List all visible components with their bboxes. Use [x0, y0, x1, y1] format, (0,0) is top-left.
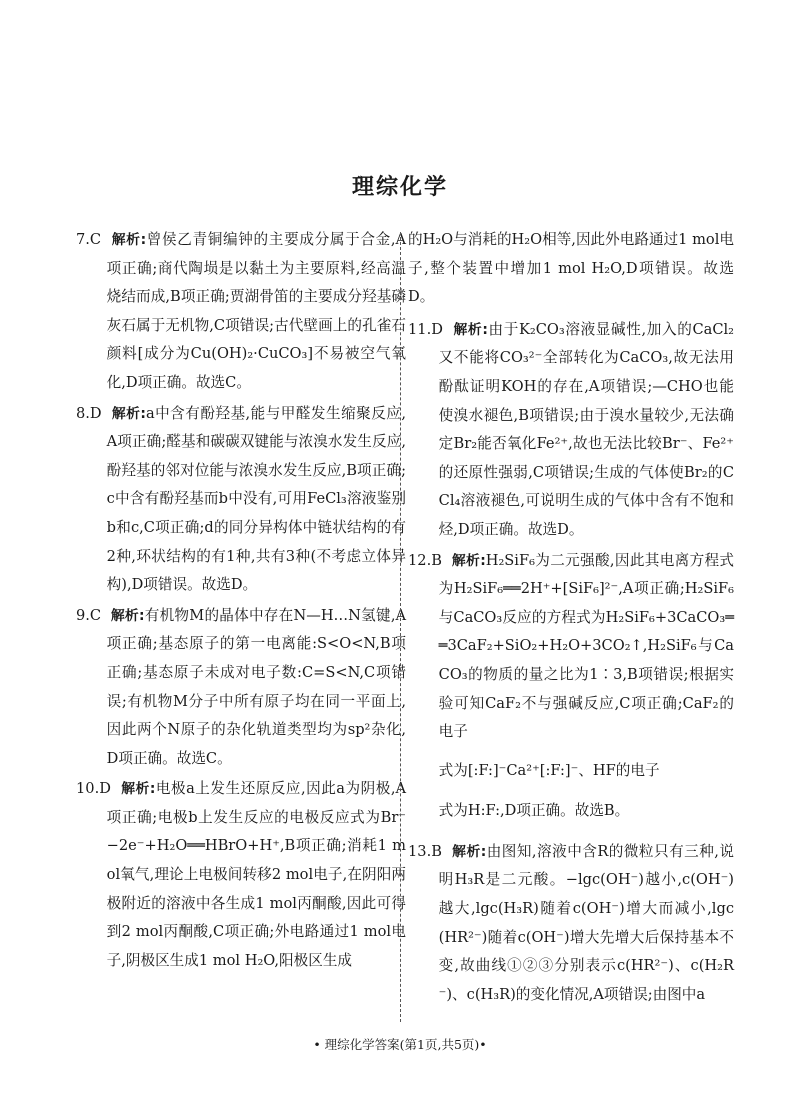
answer-item-8: 8.D 解析:a中含有酚羟基,能与甲醛发生缩聚反应,A项正确;醛基和碳碳双键能与浓溴水发生反应,酚羟基的邻对位能与浓溴水发生反应,B项正确;c中含有酚羟基而b中没有,可用FeCl₃溶液鉴别b和c,C项正确;d的同分异构体中链状结构的有2种,环状结构的有1种,共有3种(不考虑立体异构),D项错误。故选D。 [76, 404, 406, 594]
page-title: 理综化学 [351, 175, 448, 200]
answer-item-9: 9.C 解析:有机物M的晶体中存在N—H…N氢键,A项正确;基态原子的第一电离能:S<O<N,B项正确;基态原子未成对电子数:C=S<N,C项错误;有机物M分子中所有原子均在同一平面上,因此两个N原子的杂化轨道类型均为sp²杂化,D项正确。故选C。 [76, 606, 407, 767]
left-column [76, 226, 406, 977]
answer-item-10: 10.D 解析:电极a上发生还原反应,因此a为阴极,A项正确;电极b上发生反应的电极反应式为Br⁻−2e⁻+H₂O══HBrO+H⁺,B项正确;消耗1 mol氧气,理论上电极间转移2 mol电子,在阴阳两极附近的溶液中各生成1 mol丙酮酸,因此可得到2 mol丙酮酸,C项正确;外电路通过1 mol电子,阴极区生成1 mol H₂O,阳极区生成 [76, 780, 406, 969]
right-column [408, 226, 734, 1011]
answer-item-12: 12.B 解析:H₂SiF₆为二元强酸,因此其电离方程式为H₂SiF₆══2H⁺+[SiF₆]²⁻,A项正确;H₂SiF₆与CaCO₃反应的方程式为H₂SiF₆+3CaCO₃══3CaF₂+SiO₂+H₂O+3CO₂↑,H₂SiF₆与CaCO₃的物质的量之比为1∶3,B项错误;根据实验可知CaF₂不与强碱反应,C项正确;CaF₂的电子 [408, 551, 735, 741]
electron-formula-caf2: 式为[:F:]⁻Ca²⁺[:F:]⁻、HF的电子 [438, 761, 660, 779]
column-divider [400, 232, 401, 1022]
page-footer: • 理综化学答案(第1页,共5页)• [313, 1037, 487, 1052]
answer-item-7: 7.C 解析:曾侯乙青铜编钟的主要成分属于合金,A项正确;商代陶埙是以黏土为主要原料,经高温烧结而成,B项正确;贾湖骨笛的主要成分羟基磷灰石属于无机物,C项错误;古代壁画上的孔雀石颜料[成分为Cu(OH)₂·CuCO₃]不易被空气氧化,D项正确。故选C。 [76, 231, 407, 391]
answer-item-13: 13.B 解析:由图知,溶液中含R的微粒只有三种,说明H₃R是二元酸。−lgc(OH⁻)越小,c(OH⁻)越大,lgc(H₃R)随着c(OH⁻)增大而减小,lgc(HR²⁻)随着c(OH⁻)增大先增大后保持基本不变,故曲线①②③分别表示c(HR²⁻)、c(H₂R⁻)、c(H₃R)的变化情况,A项错误;由图中a [408, 842, 734, 1003]
electron-formula-hf: 式为H:F:,D项正确。故选B。 [438, 802, 630, 820]
answer-item-11: 11.D 解析:由于K₂CO₃溶液显碱性,加入的CaCl₂又不能将CO₃²⁻全部转化为CaCO₃,故无法用酚酞证明KOH的存在,A项错误;—CHO也能使溴水褪色,B项错误;由于溴水量较少,无法确定Br₂能否氧化Fe²⁺,故也无法比较Br⁻、Fe²⁺的还原性强弱,C项错误;生成的气体使Br₂的CCl₄溶液褪色,可说明生成的气体中含有不饱和烃,D项正确。故选D。 [408, 320, 735, 538]
answer-item-10-continued: 的H₂O与消耗的H₂O相等,因此外电路通过1 mol电子,整个装置中增加1 mol H₂O,D项错误。故选D。 [408, 231, 734, 306]
